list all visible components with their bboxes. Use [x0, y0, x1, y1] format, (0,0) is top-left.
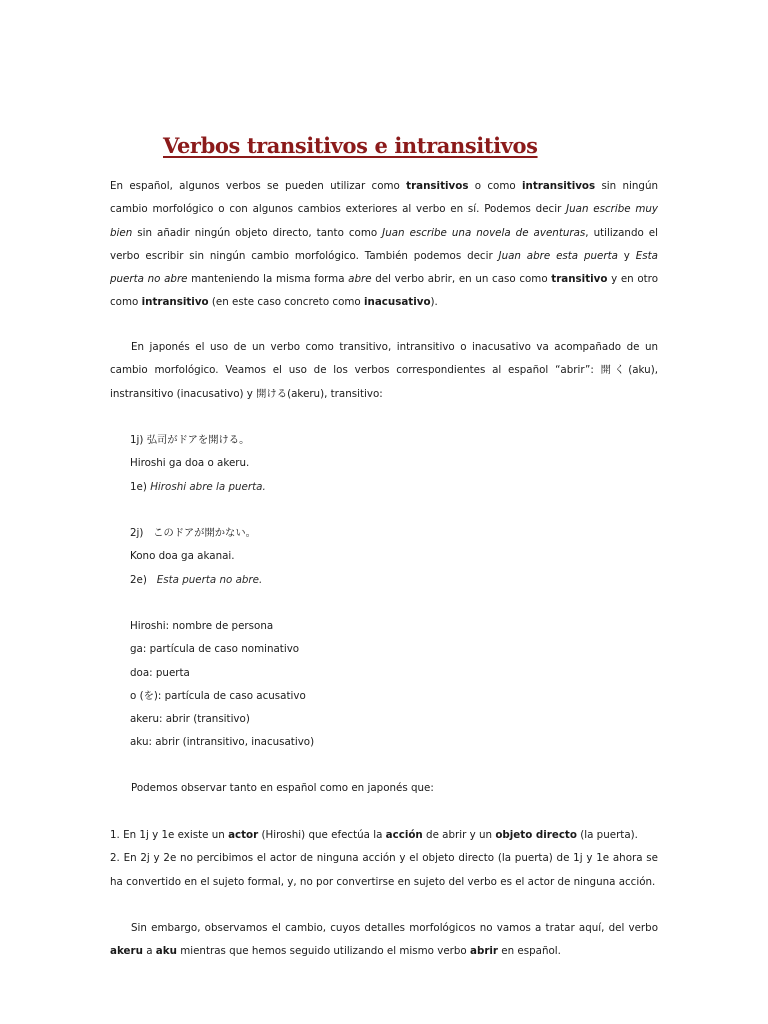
bold-term: aku: [155, 945, 177, 958]
example-number: 2j): [130, 527, 144, 539]
example-number: 2e): [130, 573, 147, 586]
bold-term: acción: [385, 829, 423, 841]
text: del verbo abrir, en un caso como: [371, 273, 552, 286]
text: 1. En 1j y 1e existe un: [110, 829, 229, 841]
text: o como: [468, 180, 522, 192]
japanese-sentence: このドアが開かない。: [153, 527, 256, 539]
observation-list: [110, 824, 658, 894]
text: Sin embargo, observamos el cambio, cuyos detalles morfológicos no vamos a tratar aquí, del verbo: [131, 922, 658, 934]
paragraph-observation: Podemos observar tanto en español como en japonés que:: [131, 782, 434, 794]
paragraph-intro: [110, 175, 658, 315]
italic-example: Juan escribe una novela de aventuras: [382, 226, 586, 239]
glossary-item: o (を): partícula de caso acusativo: [130, 689, 306, 702]
example-1-japanese: [130, 429, 266, 452]
example-number: 1e): [130, 480, 147, 493]
paragraph-japanese-usage: En japonés el uso de un verbo como transitivo, intransitivo o inacusativo va acompañado de un cambio morfológico. Veamos el uso de los verbos correspondientes al español “abrir”: 開く(aku), instransitivo (inacusativo) y 開ける(akeru), transitivo:: [110, 341, 658, 400]
example-1: [130, 429, 266, 499]
text: En español, algunos verbos se pueden utilizar como: [110, 180, 407, 192]
spanish-translation: Hiroshi abre la puerta.: [150, 480, 266, 493]
glossary-item: akeru: abrir (transitivo): [130, 713, 250, 726]
example-number: 1j): [130, 434, 144, 446]
italic-example: abre: [348, 273, 372, 286]
italic-example: Juan abre esta puerta: [498, 249, 618, 262]
text: y: [617, 249, 636, 262]
text: sin añadir ningún objeto directo, tanto como: [132, 226, 383, 239]
text: en español.: [498, 945, 561, 958]
bold-term: transitivo: [551, 273, 608, 286]
glossary-item: ga: partícula de caso nominativo: [130, 643, 300, 656]
bold-term: intransitivo: [141, 296, 209, 309]
example-1-romaji: Hiroshi ga doa o akeru.: [130, 457, 250, 470]
example-2-spanish: [130, 569, 262, 592]
text: (en este caso concreto como: [208, 296, 364, 309]
paragraph-conclusion: [110, 917, 658, 964]
text: (la puerta).: [576, 829, 638, 841]
bold-term: intransitivos: [521, 180, 596, 192]
text: (Hiroshi) que efectúa la: [258, 829, 386, 841]
glossary-list: [130, 615, 314, 755]
text: , utilizando el verbo escribir sin ningún cambio morfológico. También podemos decir: [110, 226, 658, 262]
text: ).: [430, 296, 438, 309]
italic-example: Juan escribe muy bien: [110, 203, 658, 239]
example-1-spanish: [130, 476, 266, 499]
example-2-japanese: [130, 522, 262, 545]
text: sin ningún cambio morfológico o con algunos cambios exteriores al verbo en sí. Podemos decir: [110, 180, 658, 216]
glossary-item: aku: abrir (intransitivo, inacusativo): [130, 736, 315, 749]
example-2: [130, 522, 262, 592]
text: a: [142, 945, 156, 958]
example-2-romaji: Kono doa ga akanai.: [130, 550, 235, 563]
document-title: Verbos transitivos e intransitivos: [163, 133, 538, 158]
bold-term: transitivos: [406, 180, 469, 192]
bold-term: objeto directo: [495, 829, 577, 841]
glossary-item: Hiroshi: nombre de persona: [130, 620, 274, 632]
observation-item-1: [110, 824, 658, 847]
bold-term: akeru: [110, 945, 143, 958]
spanish-translation: Esta puerta no abre.: [156, 573, 263, 586]
italic-example: Esta puerta no abre: [110, 249, 658, 286]
text: de abrir y un: [422, 829, 496, 841]
bold-term: inacusativo: [363, 296, 431, 309]
text: manteniendo la misma forma: [187, 273, 349, 286]
japanese-sentence: 弘司がドアを開ける。: [146, 434, 250, 446]
text: y en otro como: [110, 273, 658, 309]
bold-term: actor: [228, 829, 259, 841]
glossary-item: doa: puerta: [130, 666, 190, 679]
observation-item-2: 2. En 2j y 2e no percibimos el actor de ninguna acción y el objeto directo (la puerta) de 1j y 1e ahora se ha convertido en el sujeto formal, y, no por convertirse en sujeto del verbo es el actor de ninguna acción.: [110, 852, 658, 888]
text: mientras que hemos seguido utilizando el mismo verbo: [176, 945, 470, 958]
bold-term: abrir: [470, 945, 499, 958]
